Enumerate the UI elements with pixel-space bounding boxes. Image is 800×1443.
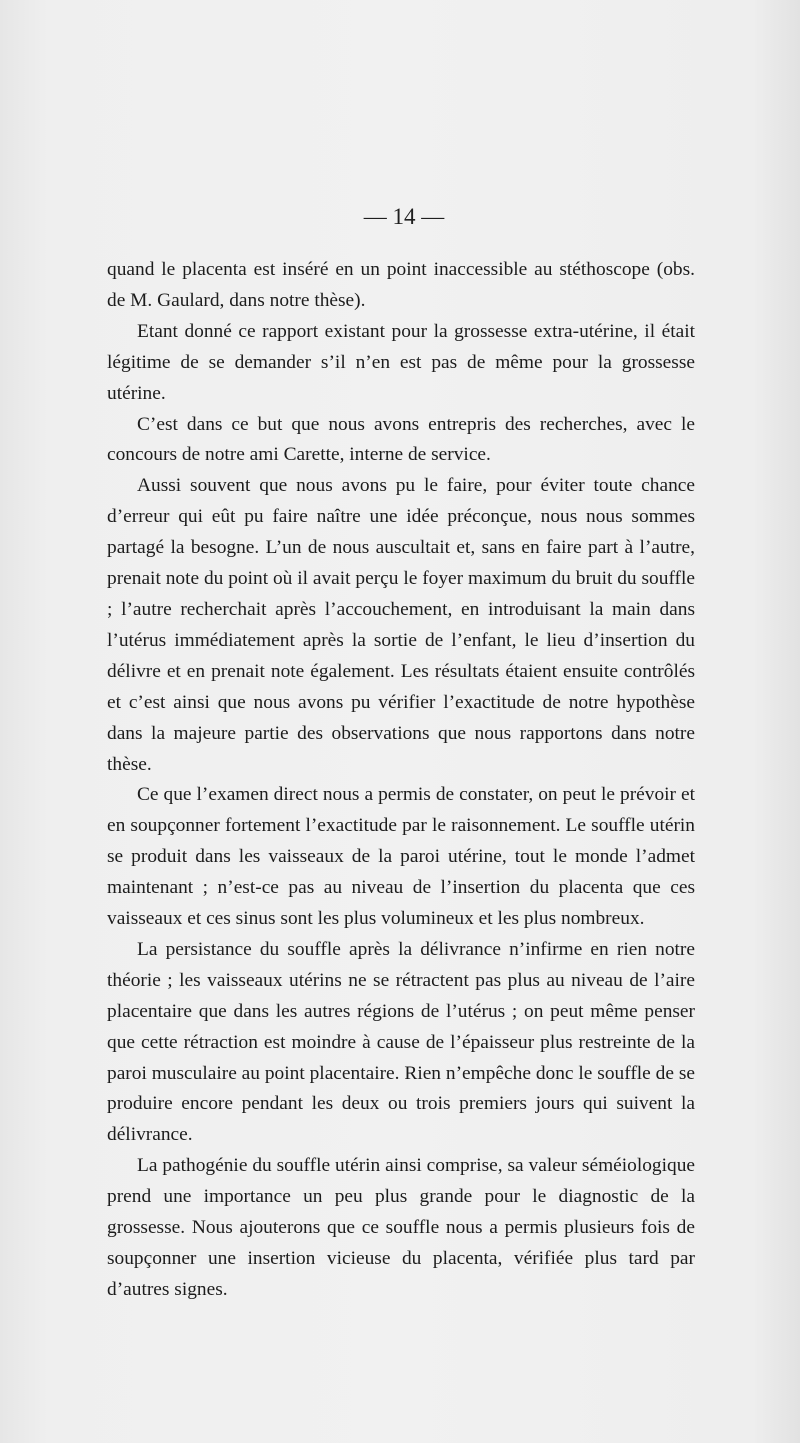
paragraph-3: C’est dans ce but que nous avons entrepris des recherches, avec le concours de notre ami Carette, interne de service. (107, 413, 695, 466)
body-text (107, 255, 695, 1306)
paragraph-4: Aussi souvent que nous avons pu le faire, pour éviter toute chance d’erreur qui eût pu faire naître une idée préconçue, nous nous sommes partagé la besogne. L’un de nous auscultait et, sans en faire part à l’autre, prenait note du point où il avait perçu le foyer maximum du bruit du souffle ; l’autre recherchait après l’accouchement, en introduisant la main dans l’utérus immédiatement après la sortie de l’enfant, le lieu d’insertion du délivre et en prenait note également. Les résultats étaient ensuite contrôlés et c’est ainsi que nous avons pu vérifier l’exactitude de notre hypothèse dans la majeure partie des observations que nous rapportons dans notre thèse. (107, 475, 695, 775)
paragraph-5: Ce que l’examen direct nous a permis de constater, on peut le prévoir et en soupçonner fortement l’exactitude par le raisonnement. Le souffle utérin se produit dans les vaisseaux de la paroi utérine, tout le monde l’admet maintenant ; n’est-ce pas au niveau de l’insertion du placenta que ces vaisseaux et ces sinus sont les plus volumineux et les plus nombreux. (107, 784, 695, 930)
paragraph-2: Etant donné ce rapport existant pour la grossesse extra-utérine, il était légitime de se demander s’il n’en est pas de même pour la grossesse utérine. (107, 320, 695, 404)
paragraph-1: quand le placenta est inséré en un point inaccessible au stéthoscope (obs. de M. Gaulard, dans notre thèse). (107, 259, 695, 311)
paragraph-7: La pathogénie du souffle utérin ainsi comprise, sa valeur séméiologique prend une importance un peu plus grande pour le diagnostic de la grossesse. Nous ajouterons que ce souffle nous a permis plusieurs fois de soupçonner une insertion vicieuse du placenta, vérifiée plus tard par d’autres signes. (107, 1155, 695, 1300)
page-number: — 14 — (363, 204, 445, 229)
paragraph-6: La persistance du souffle après la délivrance n’infirme en rien notre théorie ; les vaisseaux utérins ne se rétractent pas plus au niveau de l’aire placentaire que dans les autres régions de l’utérus ; on peut même penser que cette rétraction est moindre à cause de l’épaisseur plus restreinte de la paroi musculaire au point placentaire. Rien n’empêche donc le souffle de se produire encore pendant les deux ou trois premiers jours qui suivent la délivrance. (107, 938, 695, 1146)
